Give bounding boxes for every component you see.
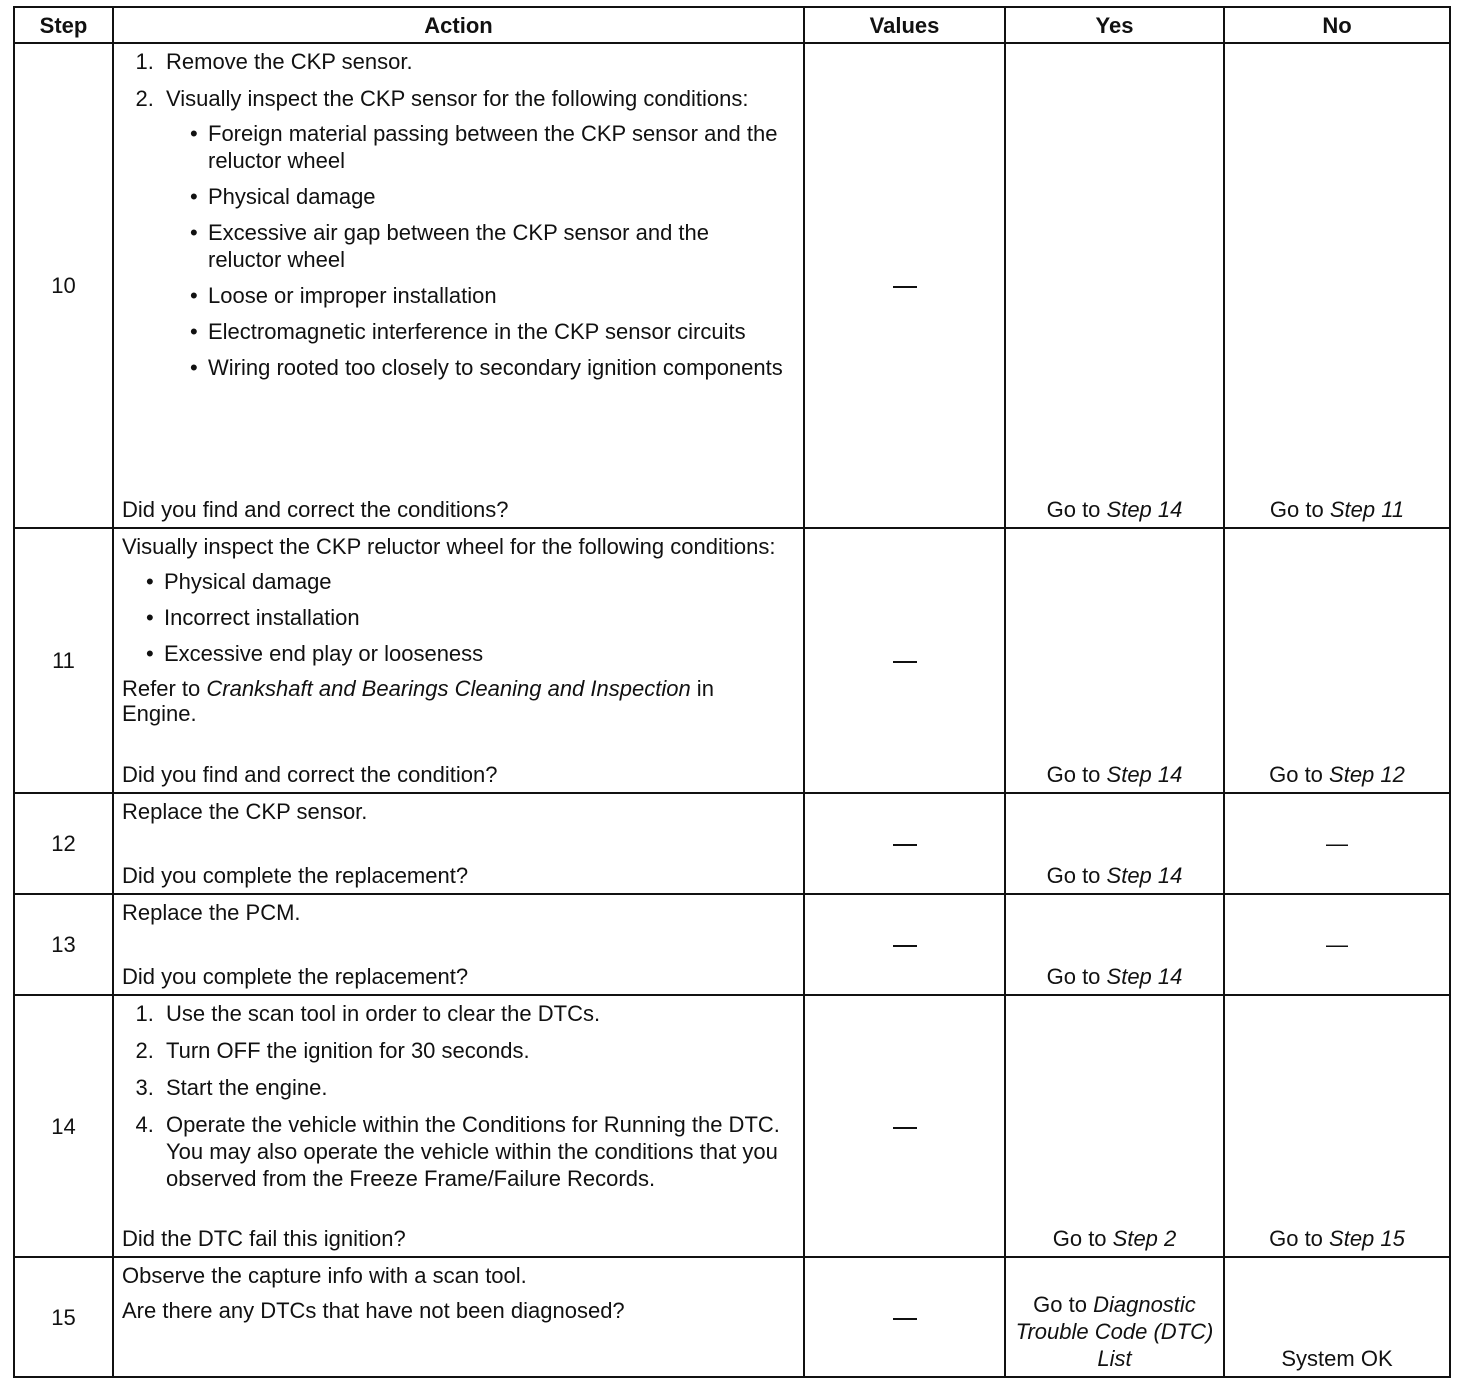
list-item: 1. Use the scan tool in order to clear the DTCs. bbox=[160, 1000, 785, 1027]
dash-mark bbox=[893, 945, 917, 947]
yes-step-ref: Step 14 bbox=[1106, 762, 1183, 787]
yes-step-ref: Diagnostic Trouble Code (DTC) List bbox=[1015, 1292, 1214, 1371]
action-cell bbox=[113, 793, 804, 894]
no-step-ref: Step 12 bbox=[1329, 762, 1405, 787]
numbered-list bbox=[122, 1000, 785, 1192]
list-item-text: Visually inspect the CKP sensor for the following conditions: bbox=[166, 86, 749, 111]
header-values: Values bbox=[804, 7, 1005, 43]
yes-step-ref: Step 14 bbox=[1106, 863, 1183, 888]
dash-mark bbox=[893, 661, 917, 663]
action-cell bbox=[113, 1257, 804, 1377]
numbered-list bbox=[122, 48, 785, 381]
yes-cell bbox=[1005, 995, 1224, 1257]
no-step-ref: Step 11 bbox=[1329, 497, 1405, 522]
no-cell bbox=[1224, 793, 1450, 894]
yes-cell bbox=[1005, 1257, 1224, 1377]
no-cell bbox=[1224, 1257, 1450, 1377]
yes-cell bbox=[1005, 894, 1224, 995]
list-item: 4. Operate the vehicle within the Conditions for Running the DTC. You may also operate the vehicle within the conditions that you observed from the Freeze Frame/Failure Records. bbox=[160, 1111, 785, 1192]
intro-text: Visually inspect the CKP reluctor wheel for the following conditions: bbox=[122, 534, 776, 559]
values-cell bbox=[804, 894, 1005, 995]
bullet-item: • Foreign material passing between the CKP sensor and the reluctor wheel bbox=[196, 120, 785, 174]
no-cell bbox=[1224, 995, 1450, 1257]
values-cell bbox=[804, 1257, 1005, 1377]
bullet-item: • Physical damage bbox=[152, 568, 785, 595]
dash-mark bbox=[893, 286, 917, 288]
list-item: 2. Turn OFF the ignition for 30 seconds. bbox=[160, 1037, 785, 1064]
action-cell bbox=[113, 528, 804, 793]
values-cell bbox=[804, 528, 1005, 793]
header-row bbox=[14, 7, 1450, 43]
question: Did the DTC fail this ignition? bbox=[122, 1226, 406, 1251]
yes-cell bbox=[1005, 528, 1224, 793]
values-cell bbox=[804, 43, 1005, 528]
no-value: — bbox=[1326, 831, 1348, 856]
bullet-list bbox=[128, 120, 785, 381]
header-action: Action bbox=[113, 7, 804, 43]
table-row bbox=[14, 528, 1450, 793]
list-item bbox=[160, 85, 785, 381]
list-item: 3. Start the engine. bbox=[160, 1074, 785, 1101]
diagnostic-table bbox=[13, 6, 1451, 1378]
bullet-item: • Electromagnetic interference in the CKP sensor circuits bbox=[196, 318, 785, 345]
no-value: — bbox=[1326, 932, 1348, 957]
action-cell bbox=[113, 894, 804, 995]
table-row bbox=[14, 793, 1450, 894]
step-number: 11 bbox=[14, 528, 113, 793]
values-cell bbox=[804, 995, 1005, 1257]
bullet-item: • Wiring rooted too closely to secondary ignition components bbox=[196, 354, 785, 381]
yes-prefix: Go to bbox=[1033, 1292, 1094, 1317]
step-number: 13 bbox=[14, 894, 113, 995]
question: Did you complete the replacement? bbox=[122, 863, 469, 888]
table-row bbox=[14, 995, 1450, 1257]
dash-mark bbox=[893, 1127, 917, 1129]
dash-mark bbox=[893, 844, 917, 846]
step-number: 15 bbox=[14, 1257, 113, 1377]
table-row bbox=[14, 43, 1450, 528]
no-prefix: Go to bbox=[1269, 497, 1330, 522]
header-step: Step bbox=[14, 7, 113, 43]
bullet-item: • Incorrect installation bbox=[152, 604, 785, 631]
bullet-item: • Loose or improper installation bbox=[196, 282, 785, 309]
refer-link: Crankshaft and Bearings Cleaning and Inspection bbox=[206, 676, 691, 701]
bullet-item: • Physical damage bbox=[196, 183, 785, 210]
refer-suffix: in Engine. bbox=[122, 676, 714, 726]
dash-mark bbox=[893, 1318, 917, 1320]
yes-prefix: Go to bbox=[1046, 497, 1107, 522]
bullet-list bbox=[122, 568, 785, 667]
yes-step-ref: Step 2 bbox=[1112, 1226, 1177, 1251]
values-cell bbox=[804, 793, 1005, 894]
question: Are there any DTCs that have not been diagnosed? bbox=[122, 1298, 625, 1323]
yes-cell bbox=[1005, 43, 1224, 528]
yes-prefix: Go to bbox=[1052, 1226, 1113, 1251]
yes-prefix: Go to bbox=[1046, 964, 1107, 989]
intro-text: Replace the CKP sensor. bbox=[122, 799, 368, 824]
step-number: 10 bbox=[14, 43, 113, 528]
header-yes: Yes bbox=[1005, 7, 1224, 43]
no-prefix: Go to bbox=[1269, 762, 1330, 787]
no-cell bbox=[1224, 43, 1450, 528]
header-no: No bbox=[1224, 7, 1450, 43]
no-cell bbox=[1224, 528, 1450, 793]
action-cell bbox=[113, 43, 804, 528]
question: Did you find and correct the conditions? bbox=[122, 497, 509, 522]
table-row bbox=[14, 894, 1450, 995]
no-prefix: Go to bbox=[1269, 1226, 1330, 1251]
step-number: 12 bbox=[14, 793, 113, 894]
refer-text bbox=[122, 676, 785, 726]
step-number: 14 bbox=[14, 995, 113, 1257]
list-item: 1. Remove the CKP sensor. bbox=[160, 48, 785, 75]
action-cell bbox=[113, 995, 804, 1257]
intro-text: Replace the PCM. bbox=[122, 900, 301, 925]
refer-prefix: Refer to bbox=[122, 676, 207, 701]
table-row bbox=[14, 1257, 1450, 1377]
yes-prefix: Go to bbox=[1046, 863, 1107, 888]
yes-cell bbox=[1005, 793, 1224, 894]
question: Did you find and correct the condition? bbox=[122, 762, 498, 787]
yes-step-ref: Step 14 bbox=[1106, 964, 1183, 989]
yes-prefix: Go to bbox=[1046, 762, 1107, 787]
bullet-item: • Excessive end play or looseness bbox=[152, 640, 785, 667]
intro-text: Observe the capture info with a scan tool. bbox=[122, 1263, 527, 1288]
no-step-ref: Step 15 bbox=[1329, 1226, 1405, 1251]
yes-step-ref: Step 14 bbox=[1106, 497, 1183, 522]
question: Did you complete the replacement? bbox=[122, 964, 469, 989]
no-cell bbox=[1224, 894, 1450, 995]
no-value: System OK bbox=[1281, 1346, 1393, 1371]
bullet-item: • Excessive air gap between the CKP sensor and the reluctor wheel bbox=[196, 219, 785, 273]
